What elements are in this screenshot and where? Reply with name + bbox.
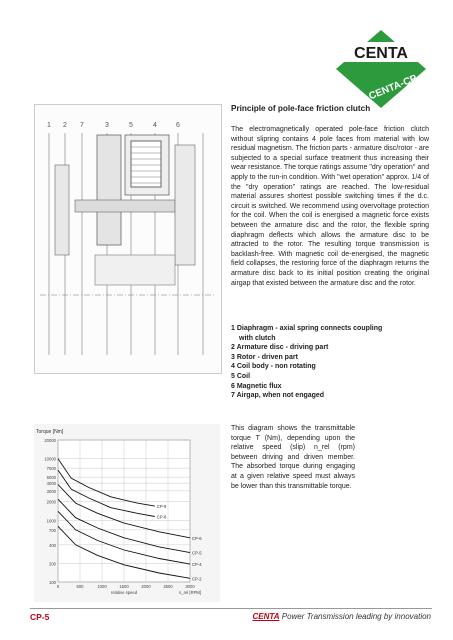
y-tick-label: 10000 [44,456,56,462]
callout-label: 3 [105,122,109,129]
x-tick-label: 2500 [163,584,173,589]
callout-label: 2 [63,122,67,129]
y-tick-label: 20000 [44,438,56,443]
x-tick-label: 3000 [185,584,195,589]
chart-description-text: This diagram shows the transmittable torque T (Nm), depending upon the relative speed (slip) n_rel (rpm) between driving and driven member. The absorbed torque during engaging at a given relative speed must always be lower than this transmittable torque. [231,425,355,490]
chart-description [231,424,355,491]
page-number: CP-5 [30,612,50,622]
series-label: CP-2 [192,576,202,582]
logo-brand: CENTA [354,45,408,62]
series-label: CP-8 [156,514,167,520]
parts-list-item: 6 Magnetic flux [231,382,282,390]
footer-divider [30,608,432,609]
y-tick-label: 5000 [46,475,56,481]
y-tick-label: 400 [49,542,56,548]
parts-list-item: 4 Coil body - non rotating [231,363,316,371]
clutch-cross-section-drawing [34,104,222,374]
section-title: Principle of pole-face friction clutch [231,104,371,113]
callout-label: 4 [153,122,157,129]
series-label: CP-6 [192,535,202,541]
y-tick-label: 700 [49,527,56,533]
footer-brand: CENTA [252,612,280,621]
parts-list-item: with clutch [239,334,276,342]
callout-label: 7 [80,122,84,129]
x-tick-label: 2000 [141,584,151,589]
y-axis-label: Torque [Nm] [36,429,64,435]
centa-logo [336,30,426,108]
callout-label: 1 [47,122,51,129]
footer-tagline-block [253,612,431,621]
y-tick-label: 7000 [46,466,56,472]
parts-list-item: 3 Rotor - driven part [231,353,298,361]
callout-label: 5 [129,122,133,129]
description: The electromagnetically operated pole-face friction clutch without slipring contains 4 pole faces from material with low residual magnetism. The friction parts - armature disc/rotor - are subjected to a special surface treatment thus increasing their wear resistance. The torque ratings assume "dry operation" and apply to the run-in condition. With "wet operation" approx. 1/4 of the "dry operation" ratings are reached. The low-residual material assures shortest possible switching times if the d.c. circuit is switched. We recommend using overvoltage protection for the coil. When the coil is energised a magnetic force exists between the armature disc and the rotor, the flexible spring diaphragm deflects which allows the armature disc to be attracted to the rotor. The resulting torque transmission is backlash-free. With magnetic coil de-energised, the magnetic field collapses, the restoring force of the diaphragm returns the armature disc back to its initial position creating the original airgap that existed between the armature disc and the rotor. [231,126,429,287]
y-tick-label: 3000 [46,488,56,494]
x-axis-label: relative speed [110,590,138,595]
x-tick-label: 0 [56,584,60,589]
x-tick-label: 500 [76,584,84,589]
y-tick-label: 1000 [46,518,56,524]
x-tick-label: 1000 [97,584,107,589]
y-tick-label: 4000 [46,481,56,487]
parts-list-item: 7 Airgap, when not engaged [231,392,325,400]
parts-list-item: 5 Coil [231,372,251,380]
x-axis-unit: n_rel [RPM] [178,590,202,595]
series-label: CP-4 [192,562,202,568]
parts-list-item: 1 Diaphragm - axial spring connects coupling [231,325,383,332]
y-tick-label: 200 [49,561,56,567]
torque-chart [34,424,220,602]
x-tick-label: 1500 [119,584,129,589]
y-tick-label: 2000 [46,499,56,505]
logo-product: CENTA-CP [367,73,419,103]
parts-list [231,324,431,401]
series-label: CP-9 [156,504,167,510]
footer-tagline: Power Transmission leading by innovation [281,612,431,621]
callout-label: 6 [176,122,180,129]
series-label: CP-5 [192,550,202,556]
y-tick-label: 100 [49,580,56,585]
parts-list-item: 2 Armature disc - driving part [231,344,329,352]
